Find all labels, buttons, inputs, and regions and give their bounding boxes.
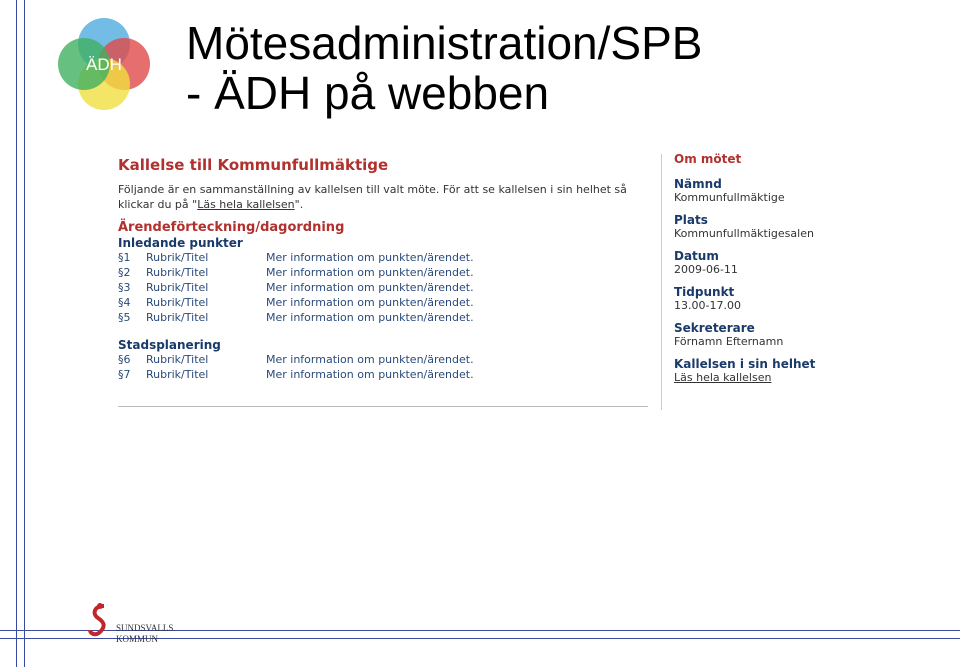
sidebar-field-label: Tidpunkt <box>674 285 735 299</box>
sidebar-field-label: Plats <box>674 213 708 227</box>
agenda-item-num: §4 <box>118 296 131 309</box>
main-content <box>118 150 648 382</box>
agenda-group-title: Inledande punkter <box>118 236 243 250</box>
intro-text <box>118 182 643 212</box>
agenda-item-info: Mer information om punkten/ärendet. <box>266 266 474 279</box>
agenda-item-info: Mer information om punkten/ärendet. <box>266 251 474 264</box>
frame-line-left-1 <box>16 0 17 667</box>
slide-title-line1: Mötesadministration/SPB <box>186 17 703 69</box>
agenda-item-info: Mer information om punkten/ärendet. <box>266 353 474 366</box>
agenda-item[interactable] <box>118 352 648 367</box>
sidebar-field-value: 13.00-17.00 <box>674 299 741 312</box>
sidebar-field-label: Nämnd <box>674 177 722 191</box>
agenda-item-info: Mer information om punkten/ärendet. <box>266 281 474 294</box>
sidebar-full-label: Kallelsen i sin helhet <box>674 357 816 371</box>
agenda-item-title: Rubrik/Titel <box>146 353 209 366</box>
agenda-item[interactable] <box>118 250 648 265</box>
sidebar-field-value: Kommunfullmäktigesalen <box>674 227 814 240</box>
sidebar-heading: Om mötet <box>674 152 742 166</box>
agenda-item-num: §1 <box>118 251 131 264</box>
agenda-item-num: §2 <box>118 266 131 279</box>
sundsvall-logo-line1: SUNDSVALLS <box>116 623 174 633</box>
sidebar <box>674 152 844 384</box>
sidebar-fields <box>674 177 844 348</box>
slide-title-line2: - ÄDH på webben <box>186 67 550 119</box>
group-spacer <box>118 325 648 337</box>
sidebar-field-label: Datum <box>674 249 719 263</box>
agenda-item[interactable] <box>118 265 648 280</box>
read-full-link[interactable]: Läs hela kallelsen <box>197 198 295 211</box>
agenda-group-title: Stadsplanering <box>118 338 221 352</box>
adh-logo <box>54 16 154 112</box>
agenda-item-title: Rubrik/Titel <box>146 296 209 309</box>
agenda-item-num: §6 <box>118 353 131 366</box>
divider <box>118 406 648 407</box>
agenda-item-info: Mer information om punkten/ärendet. <box>266 368 474 381</box>
agenda-title: Ärendeförteckning/dagordning <box>118 220 345 235</box>
agenda-item[interactable] <box>118 295 648 310</box>
agenda-item-num: §7 <box>118 368 131 381</box>
sidebar-field-label: Sekreterare <box>674 321 755 335</box>
agenda-item[interactable] <box>118 367 648 382</box>
agenda-item[interactable] <box>118 310 648 325</box>
agenda-item-title: Rubrik/Titel <box>146 266 209 279</box>
sidebar-field-value: Förnamn Efternamn <box>674 335 784 348</box>
web-page-screenshot <box>118 150 838 420</box>
agenda-item-title: Rubrik/Titel <box>146 251 209 264</box>
sidebar-field-value: Kommunfullmäktige <box>674 191 785 204</box>
adh-logo-text: ÄDH <box>86 55 122 74</box>
agenda-item-title: Rubrik/Titel <box>146 311 209 324</box>
sidebar-field-value: 2009-06-11 <box>674 263 738 276</box>
intro-text-end: ". <box>294 198 304 211</box>
frame-line-left-2 <box>24 0 25 667</box>
sundsvall-logo <box>86 600 186 650</box>
agenda-item-num: §5 <box>118 311 131 324</box>
page-title: Kallelse till Kommunfullmäktige <box>118 156 389 174</box>
slide-title <box>186 18 702 118</box>
column-separator <box>661 154 662 410</box>
agenda-item-title: Rubrik/Titel <box>146 281 209 294</box>
agenda-item-num: §3 <box>118 281 131 294</box>
sundsvall-logo-line2: KOMMUN <box>116 634 159 644</box>
sidebar-read-full-link[interactable]: Läs hela kallelsen <box>674 371 772 384</box>
agenda-item-info: Mer information om punkten/ärendet. <box>266 296 474 309</box>
agenda-item[interactable] <box>118 280 648 295</box>
agenda-item-info: Mer information om punkten/ärendet. <box>266 311 474 324</box>
agenda-item-title: Rubrik/Titel <box>146 368 209 381</box>
intro-text-body: Följande är en sammanställning av kallelsen till valt möte. För att se kallelsen i sin helhet så klickar du på " <box>118 183 627 211</box>
agenda-groups <box>118 236 648 382</box>
